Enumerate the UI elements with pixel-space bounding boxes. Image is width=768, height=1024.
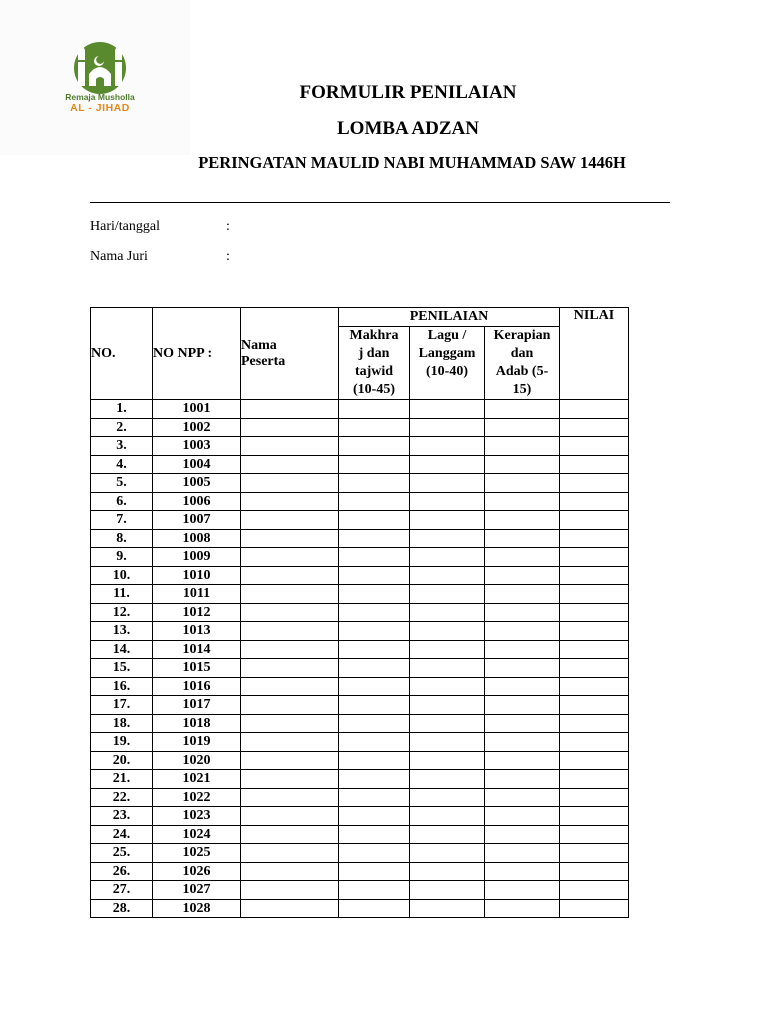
kerapian-cell <box>485 696 560 715</box>
kerapian-cell <box>485 511 560 530</box>
kerapian-cell <box>485 585 560 604</box>
row-npp: 1005 <box>153 474 241 493</box>
row-number: 26. <box>91 862 153 881</box>
makhraj-cell <box>339 455 410 474</box>
row-npp: 1006 <box>153 492 241 511</box>
table-row <box>91 862 629 881</box>
kerapian-cell <box>485 825 560 844</box>
nilai-cell <box>560 677 629 696</box>
makhraj-cell <box>339 807 410 826</box>
table-row <box>91 400 629 419</box>
lagu-cell <box>410 714 485 733</box>
table-row <box>91 511 629 530</box>
judge-field <box>90 249 230 265</box>
nama-cell <box>241 622 339 641</box>
row-npp: 1024 <box>153 825 241 844</box>
nama-cell <box>241 474 339 493</box>
header-penilaian: PENILAIAN <box>339 308 560 327</box>
makhraj-cell <box>339 881 410 900</box>
kerapian-cell <box>485 529 560 548</box>
row-number: 20. <box>91 751 153 770</box>
table-body <box>91 400 629 918</box>
row-npp: 1016 <box>153 677 241 696</box>
table-row <box>91 603 629 622</box>
makhraj-cell <box>339 529 410 548</box>
nama-cell <box>241 511 339 530</box>
header-no: NO. <box>91 308 153 400</box>
row-number: 27. <box>91 881 153 900</box>
row-number: 17. <box>91 696 153 715</box>
nilai-cell <box>560 511 629 530</box>
kerapian-cell <box>485 640 560 659</box>
makhraj-cell <box>339 437 410 456</box>
makhraj-cell <box>339 862 410 881</box>
nilai-cell <box>560 603 629 622</box>
row-number: 4. <box>91 455 153 474</box>
header-nama-line2: Peserta <box>241 353 286 369</box>
kerapian-cell <box>485 455 560 474</box>
nama-cell <box>241 714 339 733</box>
date-field <box>90 219 230 235</box>
makhraj-cell <box>339 585 410 604</box>
table-row <box>91 825 629 844</box>
date-separator: : <box>226 219 230 234</box>
logo-text-top: Remaja Musholla <box>65 92 135 102</box>
makhraj-line2: j dan <box>358 346 390 361</box>
table-row <box>91 585 629 604</box>
row-number: 28. <box>91 899 153 918</box>
lagu-cell <box>410 585 485 604</box>
header-nama <box>241 308 339 400</box>
nama-cell <box>241 751 339 770</box>
nama-cell <box>241 677 339 696</box>
nama-cell <box>241 844 339 863</box>
nama-cell <box>241 825 339 844</box>
table-row <box>91 529 629 548</box>
lagu-cell <box>410 659 485 678</box>
table-row <box>91 733 629 752</box>
row-npp: 1018 <box>153 714 241 733</box>
row-number: 22. <box>91 788 153 807</box>
table-row <box>91 807 629 826</box>
row-npp: 1001 <box>153 400 241 419</box>
nama-cell <box>241 492 339 511</box>
nama-cell <box>241 585 339 604</box>
kerapian-line4: 15) <box>512 382 532 397</box>
lagu-cell <box>410 400 485 419</box>
nilai-cell <box>560 400 629 419</box>
table-row <box>91 696 629 715</box>
row-npp: 1017 <box>153 696 241 715</box>
row-number: 6. <box>91 492 153 511</box>
header-kerapian <box>485 327 560 400</box>
row-npp: 1003 <box>153 437 241 456</box>
lagu-cell <box>410 807 485 826</box>
kerapian-cell <box>485 566 560 585</box>
row-number: 7. <box>91 511 153 530</box>
row-npp: 1027 <box>153 881 241 900</box>
table-row <box>91 677 629 696</box>
nilai-cell <box>560 733 629 752</box>
row-npp: 1023 <box>153 807 241 826</box>
row-number: 1. <box>91 400 153 419</box>
nama-cell <box>241 733 339 752</box>
nama-cell <box>241 437 339 456</box>
header-lagu <box>410 327 485 400</box>
row-npp: 1012 <box>153 603 241 622</box>
table-row <box>91 418 629 437</box>
form-subtitle: LOMBA ADZAN <box>337 118 479 139</box>
nama-cell <box>241 770 339 789</box>
makhraj-cell <box>339 899 410 918</box>
nilai-cell <box>560 696 629 715</box>
table-row <box>91 770 629 789</box>
nilai-cell <box>560 881 629 900</box>
row-npp: 1026 <box>153 862 241 881</box>
nilai-cell <box>560 770 629 789</box>
table-row <box>91 455 629 474</box>
lagu-cell <box>410 862 485 881</box>
lagu-cell <box>410 511 485 530</box>
row-number: 3. <box>91 437 153 456</box>
kerapian-cell <box>485 881 560 900</box>
nama-cell <box>241 455 339 474</box>
nama-cell <box>241 659 339 678</box>
row-number: 11. <box>91 585 153 604</box>
row-number: 16. <box>91 677 153 696</box>
makhraj-cell <box>339 677 410 696</box>
nilai-cell <box>560 825 629 844</box>
table-row <box>91 548 629 567</box>
row-number: 25. <box>91 844 153 863</box>
lagu-cell <box>410 492 485 511</box>
nilai-cell <box>560 807 629 826</box>
kerapian-cell <box>485 899 560 918</box>
kerapian-line1: Kerapian <box>493 328 551 343</box>
nilai-cell <box>560 640 629 659</box>
table-row <box>91 881 629 900</box>
makhraj-cell <box>339 696 410 715</box>
kerapian-cell <box>485 418 560 437</box>
nama-cell <box>241 603 339 622</box>
kerapian-cell <box>485 492 560 511</box>
header-nilai: NILAI <box>560 308 629 400</box>
table-row <box>91 714 629 733</box>
organization-logo <box>58 42 142 118</box>
kerapian-cell <box>485 474 560 493</box>
row-npp: 1002 <box>153 418 241 437</box>
row-number: 14. <box>91 640 153 659</box>
row-npp: 1020 <box>153 751 241 770</box>
kerapian-cell <box>485 844 560 863</box>
makhraj-cell <box>339 733 410 752</box>
row-number: 13. <box>91 622 153 641</box>
kerapian-cell <box>485 659 560 678</box>
nilai-cell <box>560 529 629 548</box>
lagu-line3: (10-40) <box>426 364 468 379</box>
kerapian-cell <box>485 437 560 456</box>
header-divider <box>90 202 670 203</box>
header-makhraj <box>339 327 410 400</box>
row-number: 5. <box>91 474 153 493</box>
row-npp: 1021 <box>153 770 241 789</box>
row-number: 9. <box>91 548 153 567</box>
nilai-cell <box>560 455 629 474</box>
makhraj-cell <box>339 548 410 567</box>
kerapian-cell <box>485 622 560 641</box>
kerapian-cell <box>485 548 560 567</box>
score-table <box>90 307 629 918</box>
nilai-cell <box>560 585 629 604</box>
lagu-cell <box>410 733 485 752</box>
judge-separator: : <box>226 249 230 264</box>
makhraj-cell <box>339 825 410 844</box>
nilai-cell <box>560 751 629 770</box>
table-row <box>91 622 629 641</box>
row-npp: 1013 <box>153 622 241 641</box>
makhraj-cell <box>339 492 410 511</box>
row-npp: 1022 <box>153 788 241 807</box>
row-number: 21. <box>91 770 153 789</box>
nama-cell <box>241 881 339 900</box>
nilai-cell <box>560 548 629 567</box>
lagu-cell <box>410 788 485 807</box>
makhraj-cell <box>339 511 410 530</box>
lagu-cell <box>410 474 485 493</box>
kerapian-cell <box>485 751 560 770</box>
nilai-cell <box>560 566 629 585</box>
kerapian-cell <box>485 733 560 752</box>
table-row <box>91 640 629 659</box>
nama-cell <box>241 418 339 437</box>
row-number: 10. <box>91 566 153 585</box>
makhraj-cell <box>339 418 410 437</box>
row-npp: 1007 <box>153 511 241 530</box>
nama-cell <box>241 529 339 548</box>
table-row <box>91 566 629 585</box>
nilai-cell <box>560 659 629 678</box>
row-npp: 1010 <box>153 566 241 585</box>
makhraj-cell <box>339 844 410 863</box>
kerapian-cell <box>485 400 560 419</box>
lagu-cell <box>410 881 485 900</box>
row-number: 19. <box>91 733 153 752</box>
nama-cell <box>241 696 339 715</box>
kerapian-cell <box>485 770 560 789</box>
makhraj-cell <box>339 714 410 733</box>
row-npp: 1011 <box>153 585 241 604</box>
lagu-cell <box>410 529 485 548</box>
form-title: FORMULIR PENILAIAN <box>299 82 517 103</box>
makhraj-cell <box>339 603 410 622</box>
logo-text-bottom: AL - JIHAD <box>70 102 130 114</box>
kerapian-cell <box>485 788 560 807</box>
judge-label: Nama Juri <box>90 249 148 264</box>
lagu-cell <box>410 437 485 456</box>
kerapian-cell <box>485 603 560 622</box>
lagu-cell <box>410 640 485 659</box>
table-row <box>91 844 629 863</box>
lagu-cell <box>410 603 485 622</box>
row-number: 24. <box>91 825 153 844</box>
table-row <box>91 492 629 511</box>
row-number: 18. <box>91 714 153 733</box>
kerapian-cell <box>485 714 560 733</box>
nilai-cell <box>560 899 629 918</box>
lagu-cell <box>410 770 485 789</box>
nama-cell <box>241 807 339 826</box>
nama-cell <box>241 548 339 567</box>
kerapian-line2: dan <box>510 346 534 361</box>
lagu-cell <box>410 622 485 641</box>
lagu-cell <box>410 844 485 863</box>
nilai-cell <box>560 418 629 437</box>
nama-cell <box>241 566 339 585</box>
makhraj-cell <box>339 622 410 641</box>
nama-cell <box>241 862 339 881</box>
event-title: PERINGATAN MAULID NABI MUHAMMAD SAW 1446H <box>198 153 626 172</box>
row-npp: 1008 <box>153 529 241 548</box>
nilai-cell <box>560 862 629 881</box>
kerapian-cell <box>485 807 560 826</box>
kerapian-cell <box>485 862 560 881</box>
date-label: Hari/tanggal <box>90 219 160 234</box>
row-number: 23. <box>91 807 153 826</box>
row-number: 2. <box>91 418 153 437</box>
lagu-line1: Lagu / <box>427 328 467 343</box>
makhraj-cell <box>339 751 410 770</box>
nilai-cell <box>560 714 629 733</box>
table-row <box>91 899 629 918</box>
row-npp: 1028 <box>153 899 241 918</box>
lagu-cell <box>410 899 485 918</box>
lagu-cell <box>410 825 485 844</box>
row-npp: 1004 <box>153 455 241 474</box>
lagu-cell <box>410 696 485 715</box>
makhraj-cell <box>339 788 410 807</box>
row-number: 15. <box>91 659 153 678</box>
nilai-cell <box>560 788 629 807</box>
lagu-cell <box>410 751 485 770</box>
lagu-line2: Langgam <box>418 346 476 361</box>
nama-cell <box>241 400 339 419</box>
kerapian-line3: Adab (5- <box>495 364 549 379</box>
row-number: 8. <box>91 529 153 548</box>
row-npp: 1014 <box>153 640 241 659</box>
makhraj-cell <box>339 640 410 659</box>
makhraj-cell <box>339 770 410 789</box>
lagu-cell <box>410 455 485 474</box>
makhraj-cell <box>339 474 410 493</box>
nama-cell <box>241 899 339 918</box>
row-number: 12. <box>91 603 153 622</box>
table-row <box>91 437 629 456</box>
row-npp: 1019 <box>153 733 241 752</box>
table-row <box>91 788 629 807</box>
lagu-cell <box>410 418 485 437</box>
row-npp: 1015 <box>153 659 241 678</box>
nilai-cell <box>560 622 629 641</box>
makhraj-cell <box>339 659 410 678</box>
nilai-cell <box>560 437 629 456</box>
table-row <box>91 659 629 678</box>
nama-cell <box>241 640 339 659</box>
makhraj-line3: tajwid <box>354 364 394 379</box>
row-npp: 1025 <box>153 844 241 863</box>
lagu-cell <box>410 566 485 585</box>
table-row <box>91 474 629 493</box>
row-npp: 1009 <box>153 548 241 567</box>
kerapian-cell <box>485 677 560 696</box>
makhraj-line4: (10-45) <box>353 382 395 397</box>
nilai-cell <box>560 844 629 863</box>
nilai-cell <box>560 492 629 511</box>
makhraj-cell <box>339 400 410 419</box>
lagu-cell <box>410 548 485 567</box>
lagu-cell <box>410 677 485 696</box>
makhraj-line1: Makhra <box>349 328 399 343</box>
nama-cell <box>241 788 339 807</box>
header-npp: NO NPP : <box>153 308 241 400</box>
table-row <box>91 751 629 770</box>
makhraj-cell <box>339 566 410 585</box>
nilai-cell <box>560 474 629 493</box>
header-nama-line1: Nama <box>241 337 277 353</box>
